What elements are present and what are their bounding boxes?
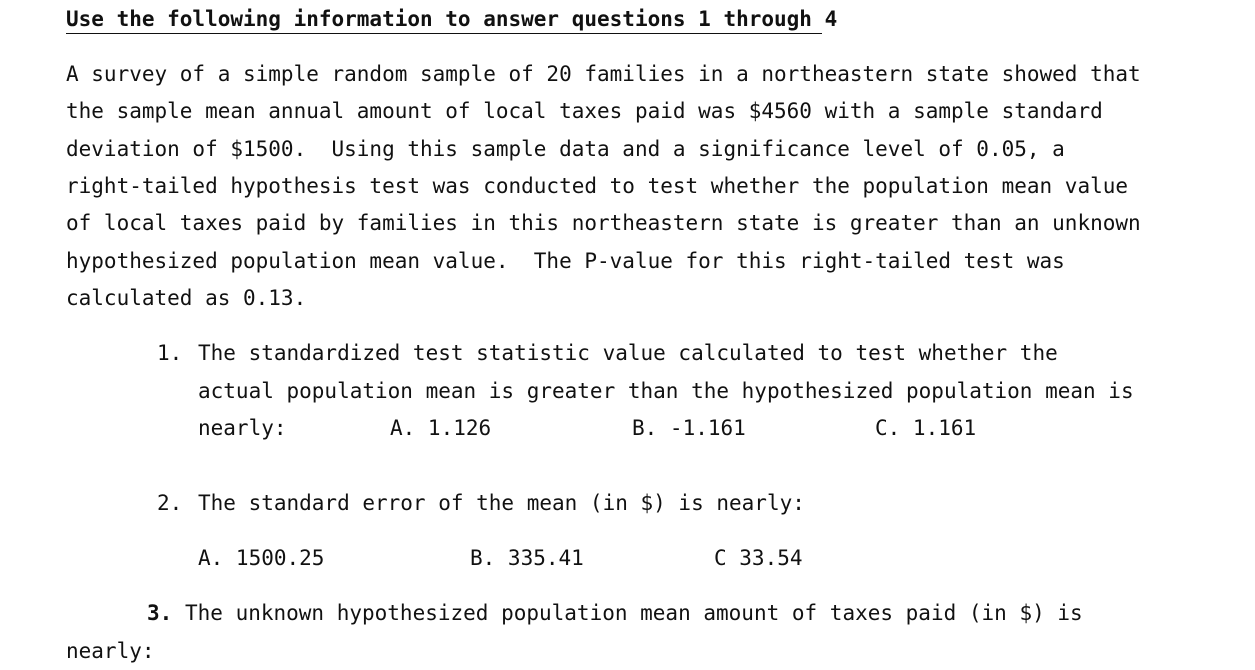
intro-line: deviation of $1500. Using this sample data and a significance level of 0.05, a bbox=[66, 137, 1065, 161]
answer-option-c: C 33.54 bbox=[714, 546, 803, 570]
heading: Use the following information to answer questions 1 through 4 bbox=[66, 7, 838, 31]
intro-line: A survey of a simple random sample of 20 families in a northeastern state showed that bbox=[66, 62, 1141, 86]
question-number: 2. bbox=[157, 491, 183, 515]
intro-line: calculated as 0.13. bbox=[66, 286, 307, 310]
question-text-line: The standard error of the mean (in $) is nearly: bbox=[198, 491, 805, 515]
question-text-line: nearly: bbox=[198, 416, 287, 440]
answer-option-a: A. 1500.25 bbox=[198, 546, 325, 570]
intro-line: hypothesized population mean value. The P-value for this right-tailed test was bbox=[66, 249, 1065, 273]
question-text-line: The standardized test statistic value calculated to test whether the bbox=[198, 341, 1058, 365]
answer-option-b: B. -1.161 bbox=[632, 416, 746, 440]
answer-option-a: A. 1.126 bbox=[390, 416, 492, 440]
intro-line: the sample mean annual amount of local taxes paid was $4560 with a sample standard bbox=[66, 99, 1103, 123]
question-continuation: nearly: bbox=[66, 639, 155, 663]
answer-option-b: B. 335.41 bbox=[470, 546, 584, 570]
question-text-line: actual population mean is greater than the hypothesized population mean is bbox=[198, 379, 1134, 403]
intro-line: right-tailed hypothesis test was conducted to test whether the population mean value bbox=[66, 174, 1129, 198]
intro-line: of local taxes paid by families in this northeastern state is greater than an unknown bbox=[66, 211, 1141, 235]
question-number: 1. bbox=[157, 341, 183, 365]
question-text-line: The unknown hypothesized population mean amount of taxes paid (in $) is bbox=[185, 601, 1083, 625]
answer-option-c: C. 1.161 bbox=[875, 416, 977, 440]
heading-underline bbox=[66, 33, 822, 34]
question-number: 3. bbox=[147, 601, 173, 625]
